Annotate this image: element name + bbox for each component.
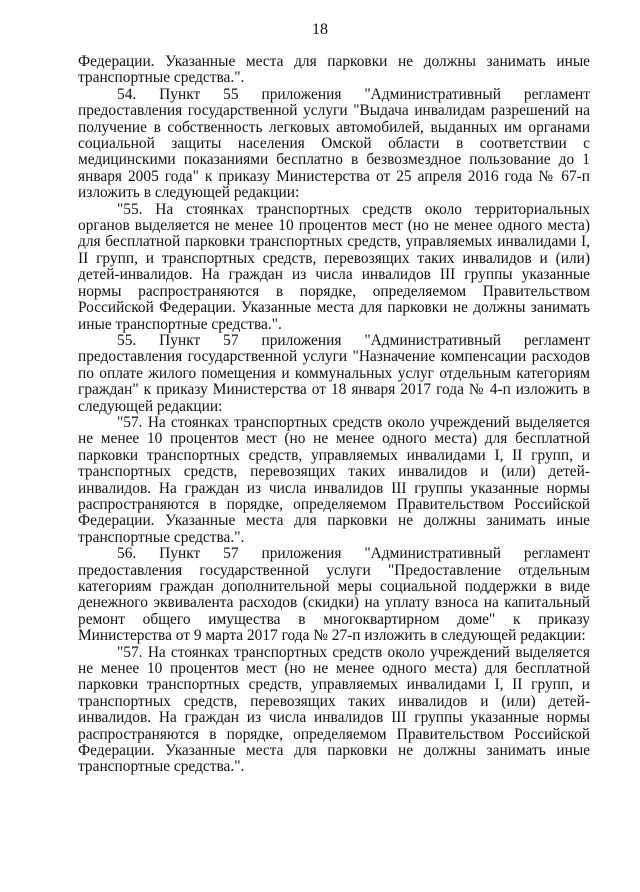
page-number: 18 (312, 21, 328, 38)
paragraph-quote-57-first: "57. На стоянках транспортных средств около учреждений выделяется не менее 10 процентов мест (но не менее одного места) для бесплатной парковки транспортных средств, управляемых инвалидами I, II групп, и транспортных средств, перевозящих таких инвалидов и (или) детей-инвалидов. На граждан из числа инвалидов III группы указанные нормы распространяются в порядке, определяемом Правительством Российской Федерации. Указанные места для парковки не должны занимать иные транспортные средства.". (78, 413, 590, 546)
document-body (78, 54, 590, 776)
paragraph-quote-55: "55. На стоянках транспортных средств около территориальных органов выделяется не менее 10 процентов мест (но не менее одного места) для бесплатной парковки транспортных средств, управляемых инвалидами I, II групп, и транспортных средств, перевозящих таких инвалидов и (или) детей-инвалидов. На граждан из числа инвалидов III группы указанные нормы распространяются в порядке, определяемом Правительством Российской Федерации. Указанные места для парковки не должны занимать иные транспортные средства.". (78, 200, 590, 333)
paragraph-quote-57-second: "57. На стоянках транспортных средств около учреждений выделяется не менее 10 процентов мест (но не менее одного места) для бесплатной парковки транспортных средств, управляемых инвалидами I, II групп, и транспортных средств, перевозящих таких инвалидов и (или) детей-инвалидов. На граждан из числа инвалидов III группы указанные нормы распространяются в порядке, определяемом Правительством Российской Федерации. Указанные места для парковки не должны занимать иные транспортные средства.". (78, 643, 590, 776)
paragraph-item-54: 54. Пункт 55 приложения "Административный регламент предоставления государственной услуги "Выдача инвалидам разрешений на получение в собственность легковых автомобилей, выданных им органами социальной защиты населения Омской области в соответствии с медицинскими показаниями бесплатно в безвозмездное пользование до 1 января 2005 года" к приказу Министерства от 25 апреля 2016 года № 67-п изложить в следующей редакции: (78, 85, 590, 202)
paragraph-item-55: 55. Пункт 57 приложения "Административный регламент предоставления государственной услуги "Назначение компенсации расходов по оплате жилого помещения и коммунальных услуг отдельным категориям граждан" к приказу Министерства от 18 января 2017 года № 4-п изложить в следующей редакции: (78, 331, 590, 415)
paragraph-continuation: Федерации. Указанные места для парковки не должны занимать иные транспортные средства.". (78, 53, 590, 87)
paragraph-item-56: 56. Пункт 57 приложения "Административный регламент предоставления государственной услуги "Предоставление отдельным категориям граждан дополнительной меры социальной поддержки в виде денежного эквивалента расходов (скидки) на уплату взноса на капитальный ремонт общего имущества в многоквартирном доме" к приказу Министерства от 9 марта 2017 года № 27-п изложить в следующей редакции: (78, 545, 590, 645)
